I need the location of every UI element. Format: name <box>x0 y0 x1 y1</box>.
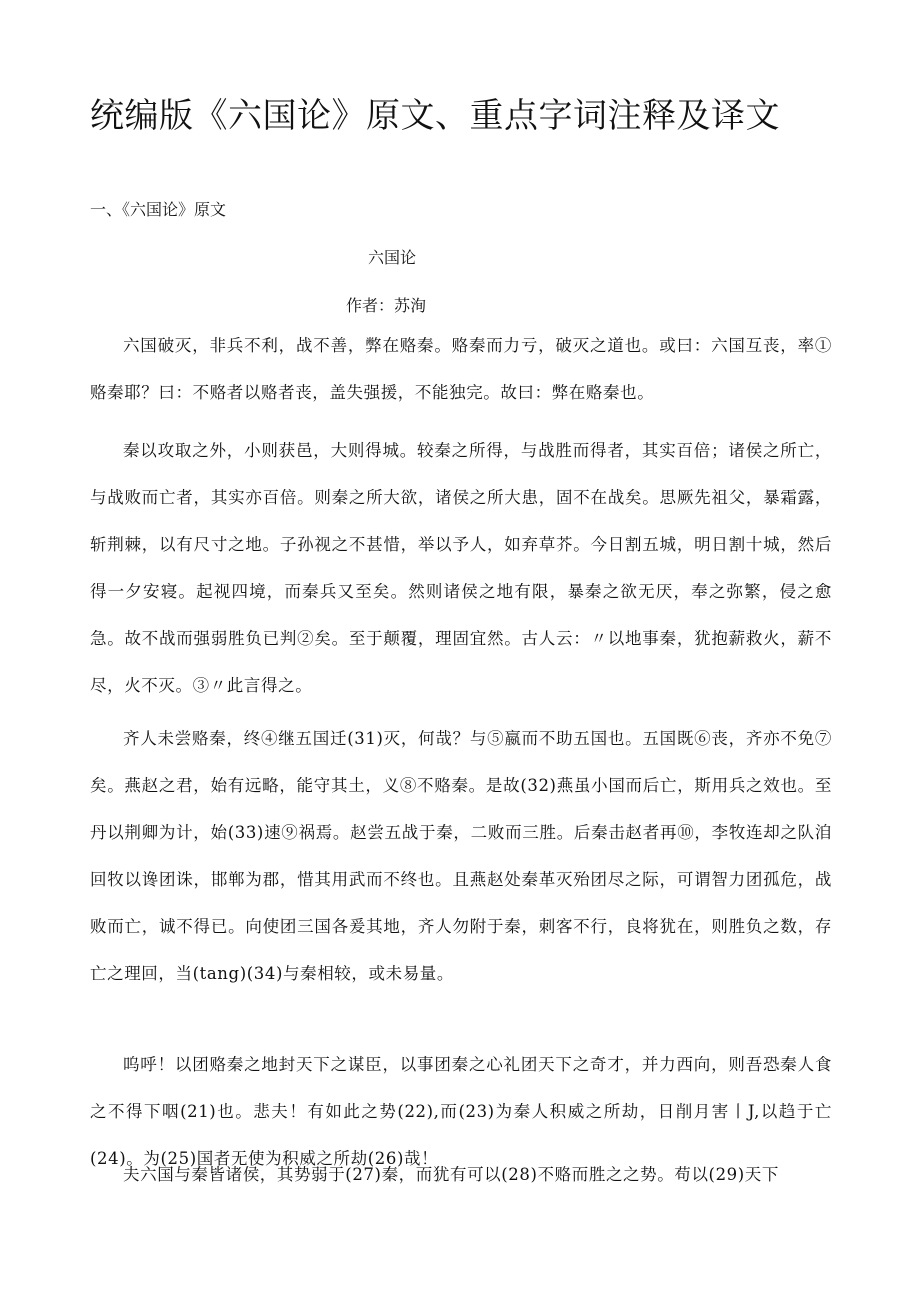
document-title: 统编版《六国论》原文、重点字词注释及译文 <box>90 96 780 136</box>
paragraph-4: 呜呼！以团赂秦之地封天下之谋臣，以事团秦之心礼团天下之奇才，并力西向，则吾恐秦人食之不得下咽(21)也。悲夫！有如此之势(22),而(23)为秦人积威之所劫，日削月害丨J,以趋于亡(24)。为(25)国者无使为积威之所劫(26)哉！ <box>90 1055 832 1168</box>
paragraph-1: 六国破灭，非兵不利，战不善，弊在赂秦。赂秦而力亏，破灭之道也。或曰：六国互丧，率①赂秦耶？曰：不赂者以赂者丧，盖失强援，不能独完。故曰：弊在赂秦也。 <box>90 336 832 402</box>
essay-title: 六国论 <box>368 248 417 267</box>
essay-author: 作者：苏洵 <box>346 296 427 315</box>
paragraph-3: 齐人未尝赂秦，终④继五国迁(31)灭，何哉？与⑤嬴而不助五国也。五国既⑥丧，齐亦不免⑦矣。燕赵之君，始有远略，能守其土，义⑧不赂秦。是故(32)燕虽小国而后亡，斯用兵之效也。至丹以荆卿为计，始(33)速⑨祸焉。赵尝五战于秦，二败而三胜。后秦击赵者再⑩，李牧连却之队洎回牧以谗团诛，邯郸为郡，惜其用武而不终也。且燕赵处秦革灭殆团尽之际，可谓智力团孤危，战败而亡，诚不得已。向使团三国各爰其地，齐人勿附于秦，刺客不行，良将犹在，则胜负之数，存亡之理回，当(tang)(34)与秦相较，或未易量。 <box>90 729 832 983</box>
section-heading: 一、《六国论》原文 <box>90 200 227 219</box>
paragraph-2: 秦以攻取之外，小则获邑，大则得城。较秦之所得，与战胜而得者，其实百倍；诸侯之所亡，与战败而亡者，其实亦百倍。则秦之所大欲，诸侯之所大患，固不在战矣。思厥先祖父，暴霜露，斩荆棘，以有尺寸之地。子孙视之不甚惜，举以予人，如弃草芥。今日割五城，明日割十城，然后得一夕安寝。起视四境，而秦兵又至矣。然则诸侯之地有限，暴秦之欲无厌，奉之弥繁，侵之愈急。故不战而强弱胜负已判②矣。至于颠覆，理固宜然。古人云：〃以地事秦，犹抱薪救火，薪不尽，火不灭。③〃此言得之。 <box>90 441 832 695</box>
paragraph-5: 夫六国与秦皆诸侯，其势弱于(27)秦，而犹有可以(28)不赂而胜之之势。苟以(29)天下 <box>123 1165 780 1184</box>
